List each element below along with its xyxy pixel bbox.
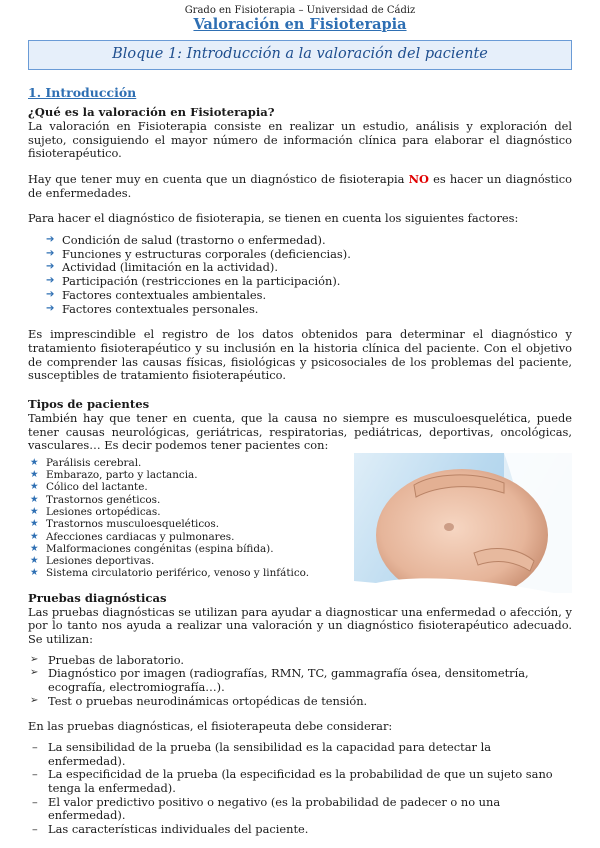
list-item: ★ Parálisis cerebral. [30, 457, 340, 469]
list-item: ★ Afecciones cardiacas y pulmonares. [30, 531, 340, 543]
list-item: ➔ Factores contextuales ambientales. [46, 289, 572, 303]
list-item: ★ Lesiones deportivas. [30, 555, 340, 567]
intro-paragraph-3: Para hacer el diagnóstico de fisioterapia, se tienen en cuenta los siguientes factores: [28, 211, 519, 226]
list-item: ★ Trastornos genéticos. [30, 494, 340, 506]
intro-paragraph-2 [28, 173, 572, 200]
intro-paragraph-1: La valoración en Fisioterapia consiste en realizar un estudio, análisis y exploración del sujeto, consiguiendo el mayor número de información clínica para elaborar el diagnóstico fisioterapéutico. [28, 118, 572, 161]
intro-p2-start: Hay que tener muy en cuenta que un diagnóstico de fisioterapia [28, 172, 409, 187]
tests-heading: Pruebas diagnósticas [28, 590, 167, 605]
list-item: ➔ Actividad (limitación en la actividad). [46, 261, 572, 275]
list-item: – La especificidad de la prueba (la especificidad es la probabilidad de que un sujeto sano tenga la enfermedad). [30, 768, 572, 795]
list-item: – Las características individuales del paciente. [30, 823, 572, 837]
considerations-list [30, 741, 572, 837]
page-header [28, 5, 572, 34]
list-item: – La sensibilidad de la prueba (la sensibilidad es la capacidad para detectar la enfermedad). [30, 741, 572, 768]
list-item: ➔ Participación (restricciones en la participación). [46, 275, 572, 289]
types-heading: Tipos de pacientes [28, 396, 150, 411]
emphasis-no: NO [408, 172, 429, 187]
list-item: ➢ Pruebas de laboratorio. [30, 654, 572, 668]
pregnancy-photo [354, 453, 572, 593]
list-item: ➔ Funciones y estructuras corporales (deficiencias). [46, 248, 572, 262]
factors-list [46, 234, 572, 316]
list-item: ➢ Test o pruebas neurodinámicas ortopédicas de tensión. [30, 695, 572, 709]
list-item: ★ Lesiones ortopédicas. [30, 506, 340, 518]
patient-types-list [30, 457, 340, 580]
types-row [28, 457, 572, 580]
subject-title: Valoración en Fisioterapia [193, 16, 407, 33]
list-item: ★ Cólico del lactante. [30, 481, 340, 493]
list-item: ➔ Factores contextuales personales. [46, 303, 572, 317]
intro-question: ¿Qué es la valoración en Fisioterapia? [28, 105, 275, 120]
tests-paragraph-1: Las pruebas diagnósticas se utilizan para ayudar a diagnosticar una enfermedad o afección, y por lo tanto nos ayuda a realizar una valoración y un diagnóstico fisioterapéutico adecuado. Se utilizan: [28, 604, 572, 646]
types-paragraph: También hay que tener en cuenta, que la causa no siempre es musculoesquelética, puede tener causas neurológicas, geriátricas, respiratorias, pediátricas, deportivas, oncológicas, vasculares… Es decir podemos tener pacientes con: [28, 410, 572, 453]
block-title-box [28, 40, 572, 70]
list-item: ★ Embarazo, parto y lactancia. [30, 469, 340, 481]
tests-list [30, 654, 572, 709]
block-title: Bloque 1: Introducción a la valoración del paciente [112, 45, 488, 62]
intro-p2-end: es hacer un diagnóstico de enfermedades. [28, 172, 572, 200]
list-item: ★ Trastornos musculoesqueléticos. [30, 518, 340, 530]
list-item: ➢ Diagnóstico por imagen (radiografías, RMN, TC, gammagrafía ósea, densitometría, ecografía, electromiografía…). [30, 667, 572, 694]
pregnant-belly-illustration [354, 453, 572, 593]
intro-paragraph-4: Es imprescindible el registro de los datos obtenidos para determinar el diagnóstico y tratamiento fisioterapéutico y su inclusión en la historia clínica del paciente. Con el objetivo de comprender las causas físicas, fisiológicas y psicosociales de los problemas del paciente, susceptibles de tratamiento fisioterapéutico. [28, 327, 572, 383]
section-heading-introduccion: 1. Introducción [28, 85, 137, 101]
list-item: ➔ Condición de salud (trastorno o enfermedad). [46, 234, 572, 248]
list-item: – El valor predictivo positivo o negativo (es la probabilidad de padecer o no una enfermedad). [30, 796, 572, 823]
list-item: ★ Sistema circulatorio periférico, venoso y linfático. [30, 567, 340, 579]
course-name: Grado en Fisioterapia – Universidad de Cádiz [184, 5, 416, 16]
list-item: ★ Malformaciones congénitas (espina bífida). [30, 543, 340, 555]
tests-paragraph-2: En las pruebas diagnósticas, el fisioterapeuta debe considerar: [28, 719, 393, 734]
